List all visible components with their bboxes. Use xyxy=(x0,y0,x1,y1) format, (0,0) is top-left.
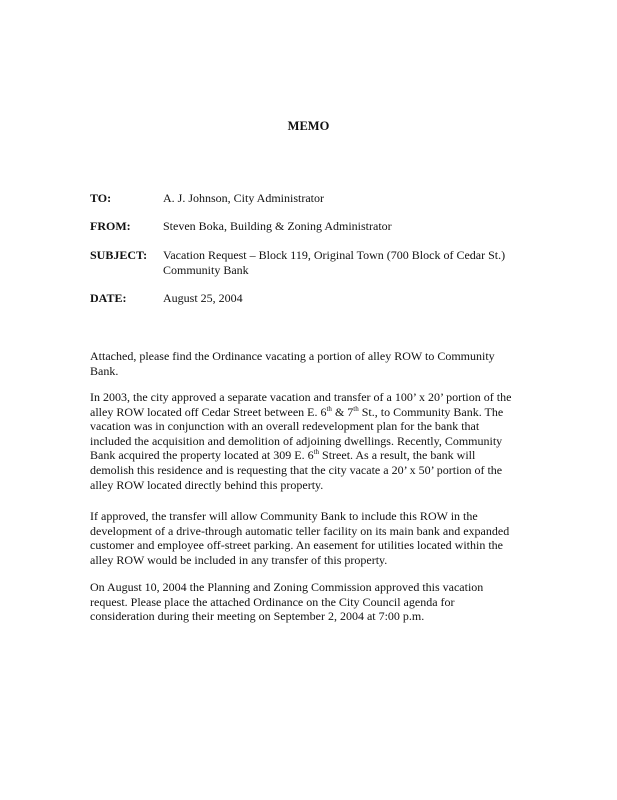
text-line xyxy=(90,419,550,434)
superscript: th xyxy=(313,448,320,457)
text-line xyxy=(90,524,550,539)
from-label: FROM: xyxy=(90,219,131,233)
text-segment: development of a drive-through automatic teller facility on its main bank and expanded xyxy=(90,523,510,538)
text-segment: request. Please place the attached Ordinance on the City Council agenda for xyxy=(90,594,455,609)
text-line xyxy=(90,349,550,364)
text-segment: demolish this residence and is requesting that the city vacate a 20’ x 50’ portion of the xyxy=(90,462,503,477)
text-segment: On August 10, 2004 the Planning and Zoning Commission approved this vacation xyxy=(90,580,484,594)
text-segment: alley ROW located directly behind this property. xyxy=(90,477,324,492)
body-paragraph-1 xyxy=(90,349,550,378)
text-line xyxy=(90,448,550,463)
text-line xyxy=(90,553,550,568)
text-line xyxy=(90,538,550,553)
text-segment: St., to Community Bank. The xyxy=(358,404,504,419)
text-segment: vacation was in conjunction with an overall redevelopment plan for the bank that xyxy=(90,419,480,434)
text-line xyxy=(90,509,550,524)
memo-title: MEMO xyxy=(287,119,330,133)
text-line xyxy=(90,463,550,478)
text-line xyxy=(90,609,550,624)
text-segment: customer and employee off-street parking. An easement for utilities located within the xyxy=(90,538,503,553)
body-paragraph-4 xyxy=(90,580,550,624)
body-paragraph-3 xyxy=(90,509,550,567)
body-paragraph-2 xyxy=(90,390,550,492)
text-segment: alley ROW located off Cedar Street between E. 6 xyxy=(90,404,327,419)
text-segment: Bank. xyxy=(90,363,119,378)
text-segment: If approved, the transfer will allow Community Bank to include this ROW in the xyxy=(90,509,478,523)
superscript: th xyxy=(353,404,359,413)
text-line xyxy=(90,580,550,595)
text-line xyxy=(90,390,550,405)
to-label: TO: xyxy=(90,191,112,205)
text-segment: Bank acquired the property located at 309 E. 6 xyxy=(90,448,314,463)
text-segment: In 2003, the city approved a separate vacation and transfer of a 100’ x 20’ portion of the xyxy=(90,390,512,404)
to-value: A. J. Johnson, City Administrator xyxy=(163,191,325,205)
text-segment: Street. As a result, the bank will xyxy=(319,448,476,463)
text-segment: consideration during their meeting on September 2, 2004 at 7:00 p.m. xyxy=(90,609,425,624)
text-line xyxy=(90,595,550,610)
date-value: August 25, 2004 xyxy=(163,291,243,305)
text-line xyxy=(90,478,550,493)
subject-line-1: Vacation Request – Block 119, Original Town (700 Block of Cedar St.) xyxy=(163,248,506,262)
text-segment: & 7 xyxy=(331,404,354,419)
from-value: Steven Boka, Building & Zoning Administrator xyxy=(163,219,392,233)
superscript: th xyxy=(326,404,332,413)
date-label: DATE: xyxy=(90,291,127,305)
text-segment: included the acquisition and demolition of adjoining dwellings. Recently, Community xyxy=(90,433,503,448)
text-segment: alley ROW would be included in any transfer of this property. xyxy=(90,552,388,567)
text-line xyxy=(90,405,550,420)
text-line xyxy=(90,364,550,379)
text-line xyxy=(90,434,550,449)
subject-label: SUBJECT: xyxy=(90,248,148,262)
subject-line-2: Community Bank xyxy=(163,263,249,277)
text-segment: Attached, please find the Ordinance vacating a portion of alley ROW to Community xyxy=(90,349,495,363)
